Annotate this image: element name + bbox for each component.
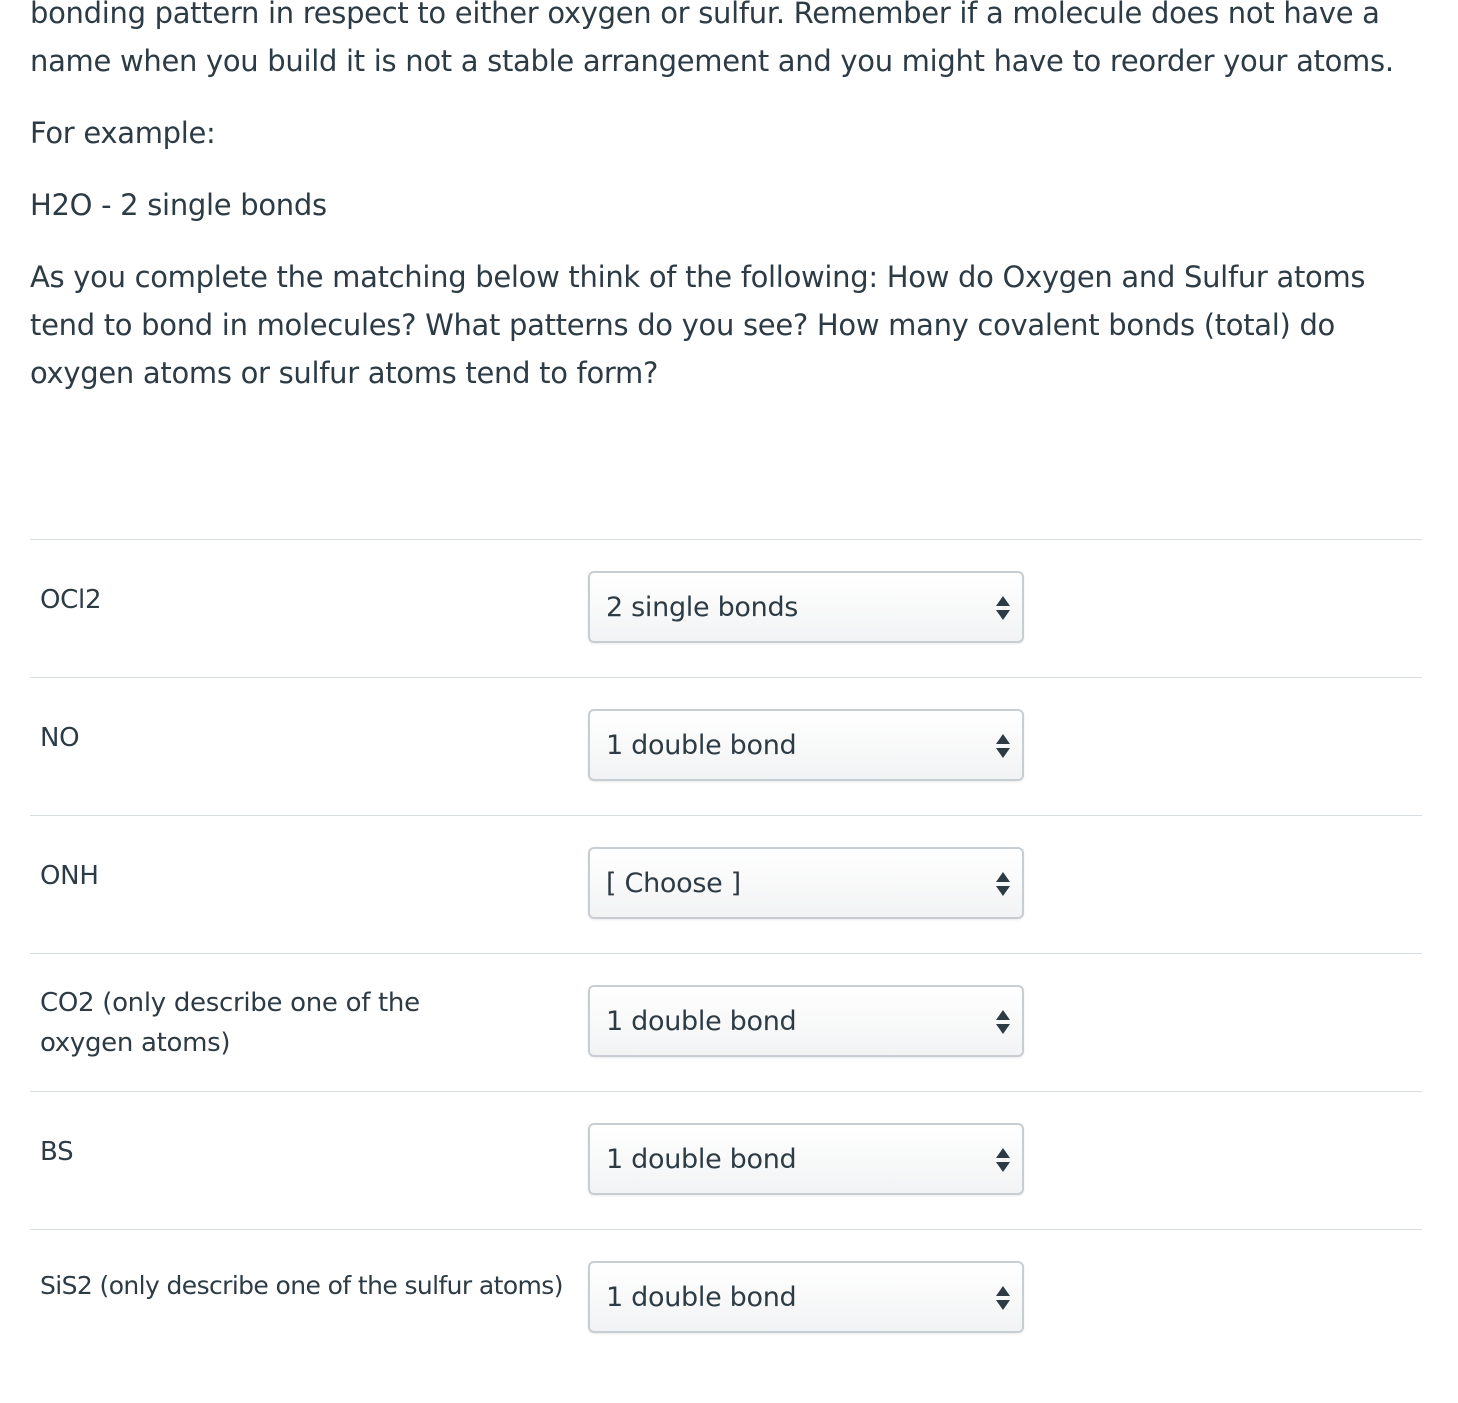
matching-prompt: OCl2	[40, 585, 102, 615]
answer-select[interactable]	[588, 1123, 1024, 1195]
up-down-arrows-icon	[996, 872, 1010, 898]
matching-list	[30, 539, 1422, 1367]
matching-prompt: NO	[40, 723, 80, 753]
matching-prompt: CO2 (only describe one of the oxygen atoms)	[40, 987, 420, 1058]
question-text	[30, 0, 1422, 397]
selected-option: 1 double bond	[606, 1282, 797, 1313]
answer-select[interactable]	[588, 847, 1024, 919]
selected-option: 2 single bonds	[606, 592, 799, 623]
for-example-label: For example:	[30, 116, 216, 150]
matching-row-bs	[30, 1091, 1422, 1229]
matching-row-sis2	[30, 1229, 1422, 1367]
up-down-arrows-icon	[996, 596, 1010, 622]
selected-option: [ Choose ]	[606, 868, 741, 899]
question-body	[30, 0, 1422, 397]
up-down-arrows-icon	[996, 1010, 1010, 1036]
selected-option: 1 double bond	[606, 1144, 797, 1175]
matching-prompt: ONH	[40, 861, 99, 891]
matching-prompt: SiS2 (only describe one of the sulfur atoms)	[40, 1271, 563, 1300]
up-down-arrows-icon	[996, 1286, 1010, 1312]
matching-prompt: BS	[40, 1137, 74, 1167]
intro-paragraph: bonding pattern in respect to either oxygen or sulfur. Remember if a molecule does not have a name when you build it is not a stable arrangement and you might have to reorder your atoms.	[30, 0, 1394, 78]
example-line: H2O - 2 single bonds	[30, 188, 327, 222]
matching-row-no	[30, 677, 1422, 815]
question-paragraph: As you complete the matching below think of the following: How do Oxygen and Sulfur atoms tend to bond in molecules? What patterns do you see? How many covalent bonds (total) do oxygen atoms or sulfur atoms tend to form?	[30, 260, 1366, 390]
answer-select[interactable]	[588, 1261, 1024, 1333]
selected-option: 1 double bond	[606, 1006, 797, 1037]
answer-select[interactable]	[588, 709, 1024, 781]
answer-select[interactable]	[588, 571, 1024, 643]
matching-row-onh	[30, 815, 1422, 953]
selected-option: 1 double bond	[606, 730, 797, 761]
matching-row-ocl2	[30, 539, 1422, 677]
up-down-arrows-icon	[996, 734, 1010, 760]
matching-row-co2	[30, 953, 1422, 1091]
answer-select[interactable]	[588, 985, 1024, 1057]
up-down-arrows-icon	[996, 1148, 1010, 1174]
